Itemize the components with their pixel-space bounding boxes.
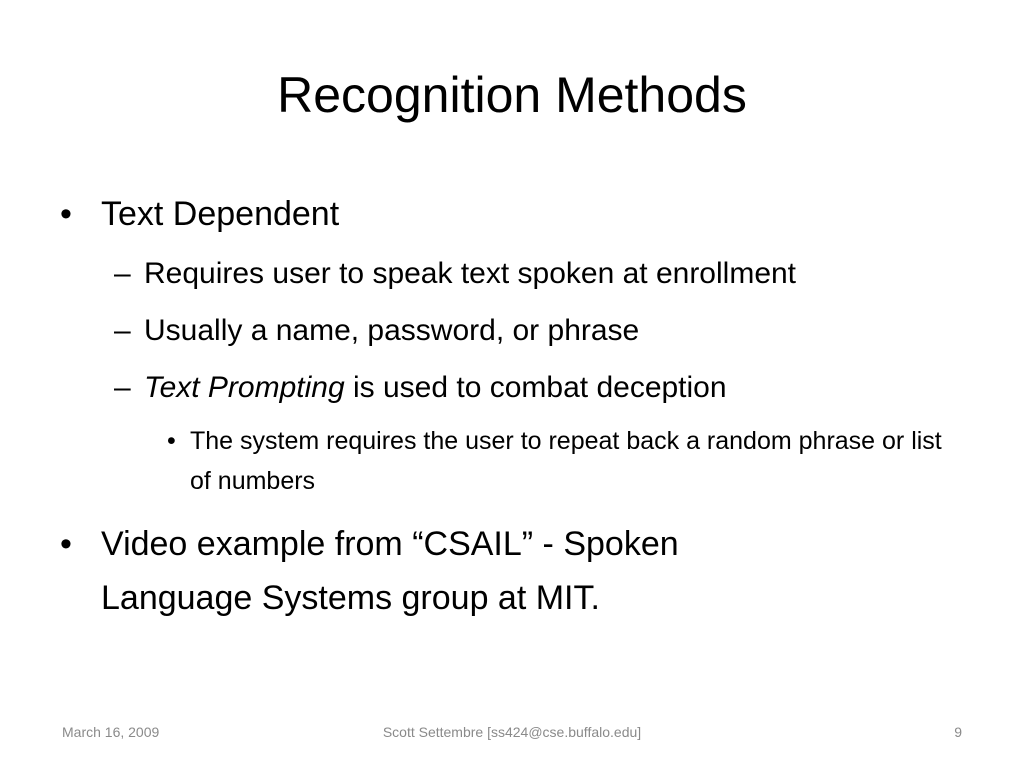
sub-bullet-emphasis: Text Prompting (144, 371, 345, 404)
bullet-text: Video example from “CSAIL” - Spoken Language Systems group at MIT. (101, 525, 679, 617)
sub-bullet-usually-name (114, 309, 974, 353)
sub-bullet-dash: – (114, 314, 131, 347)
sub-bullet-dash: – (114, 257, 131, 290)
slide-title: Recognition Methods (277, 67, 747, 123)
bullet-dot: • (167, 427, 176, 455)
sub-sub-bullet-text: The system requires the user to repeat back a random phrase or list of numbers (190, 427, 942, 495)
sub-bullet-text: is used to combat deception (344, 371, 727, 404)
sub-bullet-text: Requires user to speak text spoken at enrollment (144, 257, 797, 290)
bullet-text: Text Dependent (101, 195, 340, 233)
footer-page-number: 9 (954, 724, 962, 740)
footer-date: March 16, 2009 (62, 724, 160, 740)
sub-bullet-text: Usually a name, password, or phrase (144, 314, 640, 347)
footer-author: Scott Settembre [ss424@cse.buffalo.edu] (382, 724, 642, 740)
sub-bullet-text-prompting (114, 366, 974, 410)
bullet-dot: • (60, 525, 72, 563)
bullet-dot: • (60, 195, 72, 233)
sub-bullet-dash: – (114, 371, 131, 404)
sub-bullet-requires-user (114, 252, 974, 296)
